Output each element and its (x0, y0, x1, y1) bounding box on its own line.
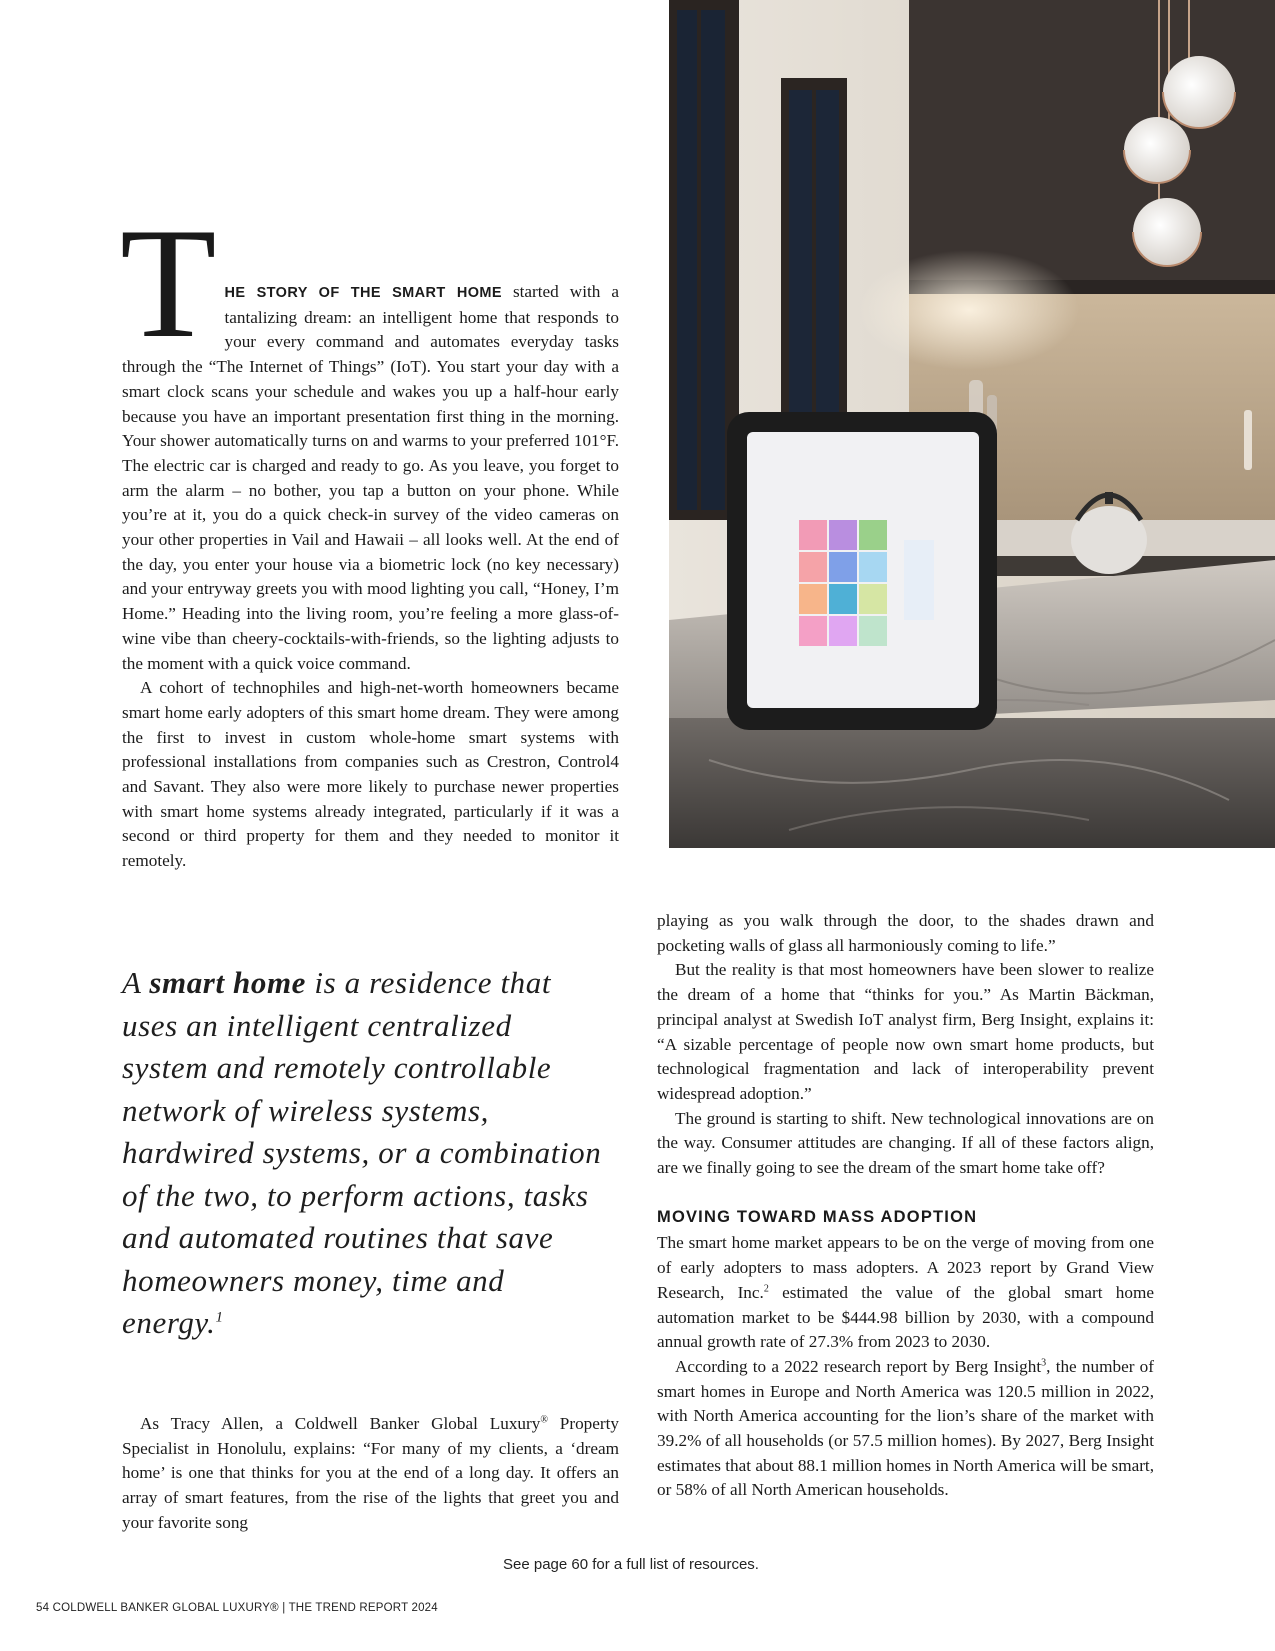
market-paragraph (657, 1231, 1154, 1355)
market-text-a: The smart home market appears to be on the verge of moving from one of early adopters to mass adopters. A 2023 report by Grand View Research, Inc. (657, 1233, 1154, 1302)
market-text-b: estimated the value of the global smart home automation market to be $444.98 billion by 2030, with a compound annual growth rate of 27.3% from 2023 to 2030. (657, 1282, 1154, 1352)
right-column (657, 909, 1154, 1503)
tracy-allen-text-b: Property Specialist in Honolulu, explains: “For many of my clients, a ‘dream home’ is one that thinks for you at the end of a long day. It offers an array of smart features, from the rise of the lights that greet you and your favorite song (122, 1414, 619, 1532)
article-intro (120, 196, 619, 874)
intro-text: started with a tantalizing dream: an intelligent home that responds to your every command and automates everyday tasks through the “The Internet of Things” (IoT). You start your day with a smart clock scans your schedule and wakes you up a half-hour early because you have an important presentation first thing in the morning. Your shower automatically turns on and warms to your preferred 101°F. The electric car is charged and ready to go. As you leave, you forget to arm the alarm – no bother, you tap a button on your phone. While you’re at it, you do a quick check-in survey of the video cameras on your other properties in Vail and Hawaii – all looks well. At the end of the day, you enter your house via a biometric lock (no key necessary) and your entryway greets you with mood lighting you call, “Honey, I’m Home.” Heading into the living room, you’re feeling a more glass-of-wine vibe than cheery-cocktails-with-friends, so the lighting adjusts to the moment with a quick voice command. (122, 282, 619, 673)
early-adopters-paragraph: A cohort of technophiles and high-net-worth homeowners became smart home early adopters of this smart home dream. They were among the first to invest in custom whole-home smart systems with professional installations from companies such as Crestron, Control4 and Savant. They also were more likely to purchase newer properties with smart home systems already integrated, particularly if it was a second or third property for them and they needed to monitor it remotely. (122, 678, 619, 871)
pull-quote-pre: A (122, 965, 150, 1000)
reality-paragraph: But the reality is that most homeowners have been slower to realize the dream of a home that “thinks for you.” As Martin Bäckman, principal analyst at Swedish IoT analyst firm, Berg Insight, explains it: “A sizable percentage of people now own smart home products, but technological fragmentation and lack of interoperability prevent widespread adoption.” (657, 960, 1154, 1103)
tracy-allen-quote-column (122, 1412, 619, 1536)
page-folio: 54 COLDWELL BANKER GLOBAL LUXURY® | THE TREND REPORT 2024 (36, 1602, 438, 1614)
berg-text-a: According to a 2022 research report by Berg Insight (675, 1356, 1042, 1376)
pull-quote (122, 962, 602, 1345)
hero-photo (669, 0, 1275, 848)
section-heading: MOVING TOWARD MASS ADOPTION (657, 1207, 978, 1226)
quote-continuation: playing as you walk through the door, to the shades drawn and pocketing walls of glass all harmoniously coming to life.” (657, 911, 1154, 955)
lead-in-caps: HE STORY OF THE SMART HOME (224, 285, 502, 301)
pull-quote-bold: smart home (149, 965, 307, 1000)
footnote-ref-3: 3 (1041, 1357, 1047, 1369)
footnote-ref-2: 2 (763, 1283, 769, 1295)
tracy-allen-paragraph (122, 1412, 619, 1536)
registered-mark: ® (540, 1414, 548, 1426)
kitchen-tablet-illustration (669, 0, 1275, 848)
berg-insight-paragraph (657, 1355, 1154, 1503)
shift-paragraph: The ground is starting to shift. New technological innovations are on the way. Consumer attitudes are changing. If all of these factors align, are we finally going to see the dream of the smart home take off? (657, 1108, 1154, 1178)
resources-note: See page 60 for a full list of resources. (503, 1556, 759, 1573)
tracy-allen-text-a: As Tracy Allen, a Coldwell Banker Global Luxury (140, 1414, 541, 1433)
pull-quote-footnote-ref: 1 (215, 1309, 224, 1326)
drop-cap: T (120, 196, 217, 371)
intro-paragraph (120, 196, 619, 676)
tablet-device (727, 412, 997, 730)
berg-text-b: , the number of smart homes in Europe and North America was 120.5 million in 2022, with North America accounting for the lion’s share of the market with 39.2% of all households (or 57.5 million homes). By 2027, Berg Insight estimates that about 88.1 million homes in North America will be smart, or 58% of all North American households. (657, 1356, 1154, 1500)
pull-quote-text: is a residence that uses an intelligent centralized system and remotely controllable network of wireless systems, hardwired systems, or a combination of the two, to perform actions, tasks and automated routines that save homeowners money, time and energy. (122, 965, 602, 1340)
